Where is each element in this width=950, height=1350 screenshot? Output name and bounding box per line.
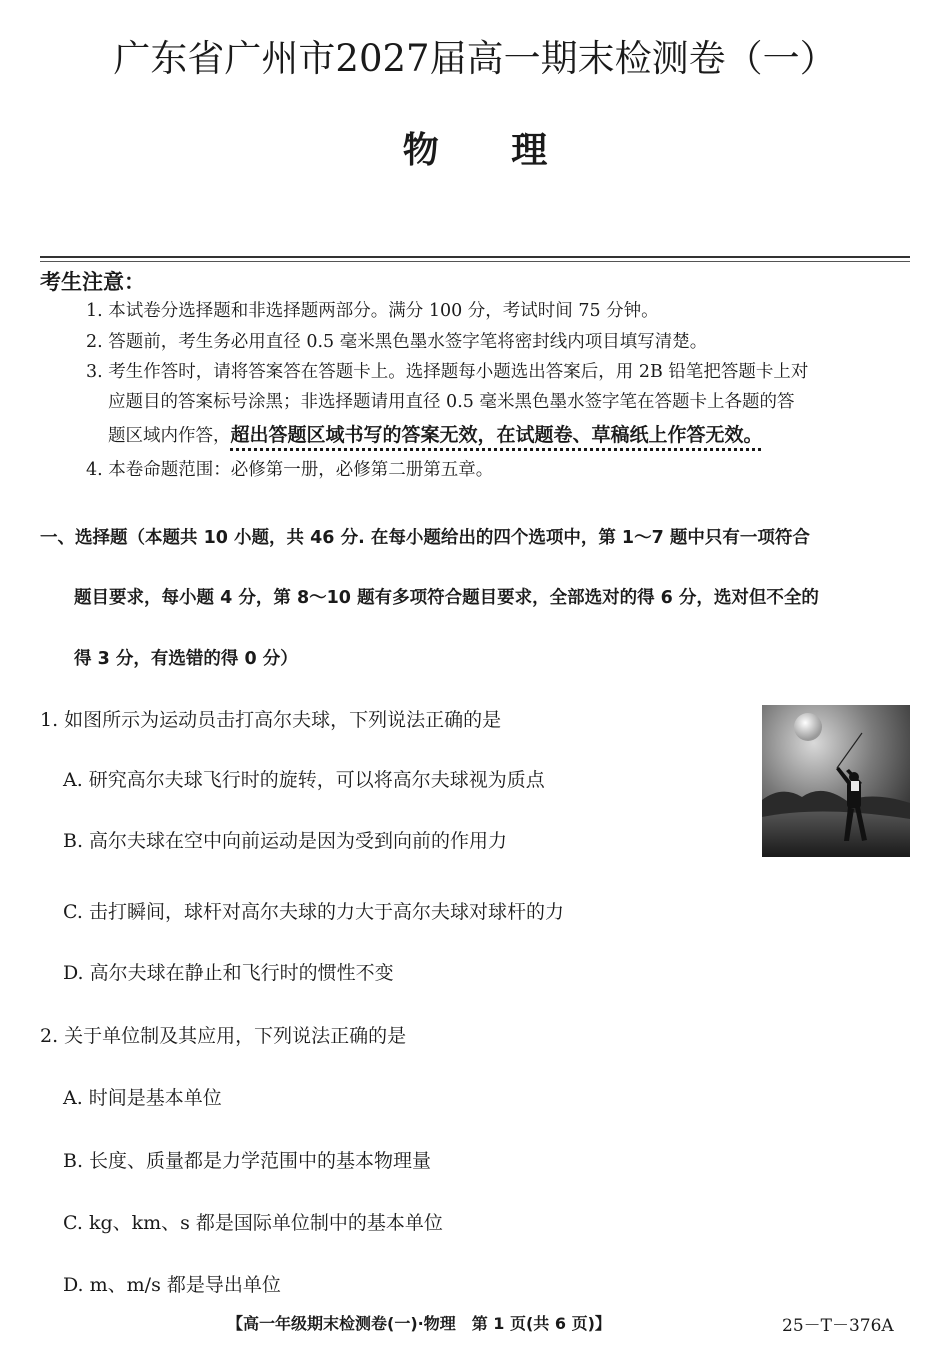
exam-code: 25－T－376A: [782, 1316, 894, 1336]
question-1-stem: 1. 如图所示为运动员击打高尔夫球，下列说法正确的是: [40, 709, 502, 731]
section-heading-line-2: 题目要求，每小题 4 分，第 8～10 题有多项符合题目要求，全部选对的得 6 分，选对但不全的: [74, 588, 819, 608]
notice-item-3: 3. 考生作答时，请将答案答在答题卡上。选择题每小题选出答案后，用 2B 铅笔把答题卡上对: [86, 362, 809, 382]
question-2-option-b: B. 长度、质量都是力学范围中的基本物理量: [63, 1150, 432, 1172]
question-2-option-a: A. 时间是基本单位: [63, 1087, 222, 1109]
question-1-option-b: B. 高尔夫球在空中向前运动是因为受到向前的作用力: [63, 830, 508, 852]
notice-item-1: 1. 本试卷分选择题和非选择题两部分。满分 100 分，考试时间 75 分钟。: [86, 301, 659, 321]
question-2-option-c: C. kg、km、s 都是国际单位制中的基本单位: [63, 1212, 443, 1234]
notice-item-3-cont: 应题目的答案标号涂黑；非选择题请用直径 0.5 毫米黑色墨水签字笔在答题卡上各题的答: [108, 392, 795, 412]
golf-player-photo: [762, 705, 910, 857]
subject-title: 物 理: [402, 130, 548, 171]
page-footer: 【高一年级期末检测卷(一)·物理 第 1 页(共 6 页)】: [227, 1314, 611, 1333]
exam-title: 广东省广州市2027届高一期末检测卷（一）: [113, 37, 837, 80]
question-1-option-d: D. 高尔夫球在静止和飞行时的惯性不变: [63, 962, 394, 984]
notice-heading: 考生注意：: [40, 270, 145, 294]
question-2-option-d: D. m、m/s 都是导出单位: [63, 1274, 281, 1296]
notice-emphasis: 超出答题区域书写的答案无效，在试题卷、草稿纸上作答无效。: [230, 424, 763, 446]
notice-item-4: 4. 本卷命题范围：必修第一册，必修第二册第五章。: [86, 460, 494, 480]
notice-item-3-tail: 题区域内作答，: [108, 426, 231, 446]
notice-item-3-cont2: [108, 420, 763, 451]
section-heading-line-3: 得 3 分，有选错的得 0 分）: [74, 649, 298, 669]
question-1-option-a: A. 研究高尔夫球飞行时的旋转，可以将高尔夫球视为质点: [63, 769, 545, 791]
section-heading-line-1: 一、选择题（本题共 10 小题，共 46 分. 在每小题给出的四个选项中，第 1～7 题中只有一项符合: [40, 528, 810, 548]
divider-line-thin: [40, 261, 910, 262]
question-2-stem: 2. 关于单位制及其应用，下列说法正确的是: [40, 1025, 407, 1047]
notice-item-2: 2. 答题前，考生务必用直径 0.5 毫米黑色墨水签字笔将密封线内项目填写清楚。: [86, 332, 708, 352]
question-1-option-c: C. 击打瞬间，球杆对高尔夫球的力大于高尔夫球对球杆的力: [63, 901, 564, 923]
divider-line: [40, 256, 910, 258]
